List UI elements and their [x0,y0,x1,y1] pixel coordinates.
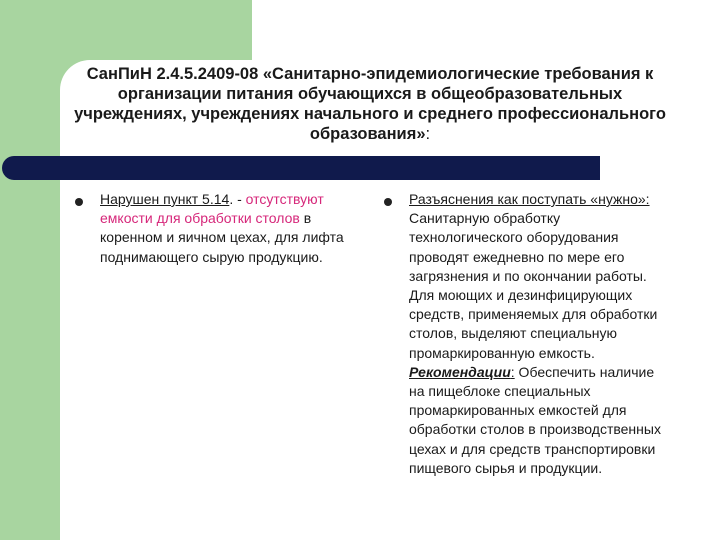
bullet-icon-right [384,198,392,206]
title-colon: : [425,125,431,143]
recommendation-label: Рекомендации [409,363,511,380]
explanation-heading: Разъяснения как поступать «нужно»: [409,191,650,207]
recommendation-colon: : [510,363,515,380]
violation-separator: . - [229,191,242,207]
slide-title [70,64,670,144]
explanation-body: Санитарную обработку технологического оборудования проводят ежедневно по мере его загрязнения и по окончании работы. Для моющих и дезинфицирующих средств, применяемых для обработки столов, выделяют специальную промаркированную емкость. [409,210,658,361]
title-text: СанПиН 2.4.5.2409-08 «Санитарно-эпидемиологические требования к организации питания обучающихся в общеобразовательных учреждениях, учреждениях начального и среднего профессионального образования» [74,65,666,143]
green-panel-side [0,148,60,540]
explanation-text [409,190,671,478]
violation-highlight: отсутствуют емкости для обработки столов [100,191,324,227]
recommendation-body: Обеспечить наличие на пищеблоке специальных промаркированных емкостей для обработки столов в производственных цехах и для средств транспортировки пищевого сырья и продукции. [409,363,661,476]
title-divider-band [2,156,600,180]
violation-heading: Нарушен пункт 5.14 [100,191,230,207]
violation-text [100,190,375,267]
bullet-icon-left [75,198,83,206]
violation-rest: в коренном и яичном цехах, для лифта поднимающего сырую продукцию. [100,210,344,265]
